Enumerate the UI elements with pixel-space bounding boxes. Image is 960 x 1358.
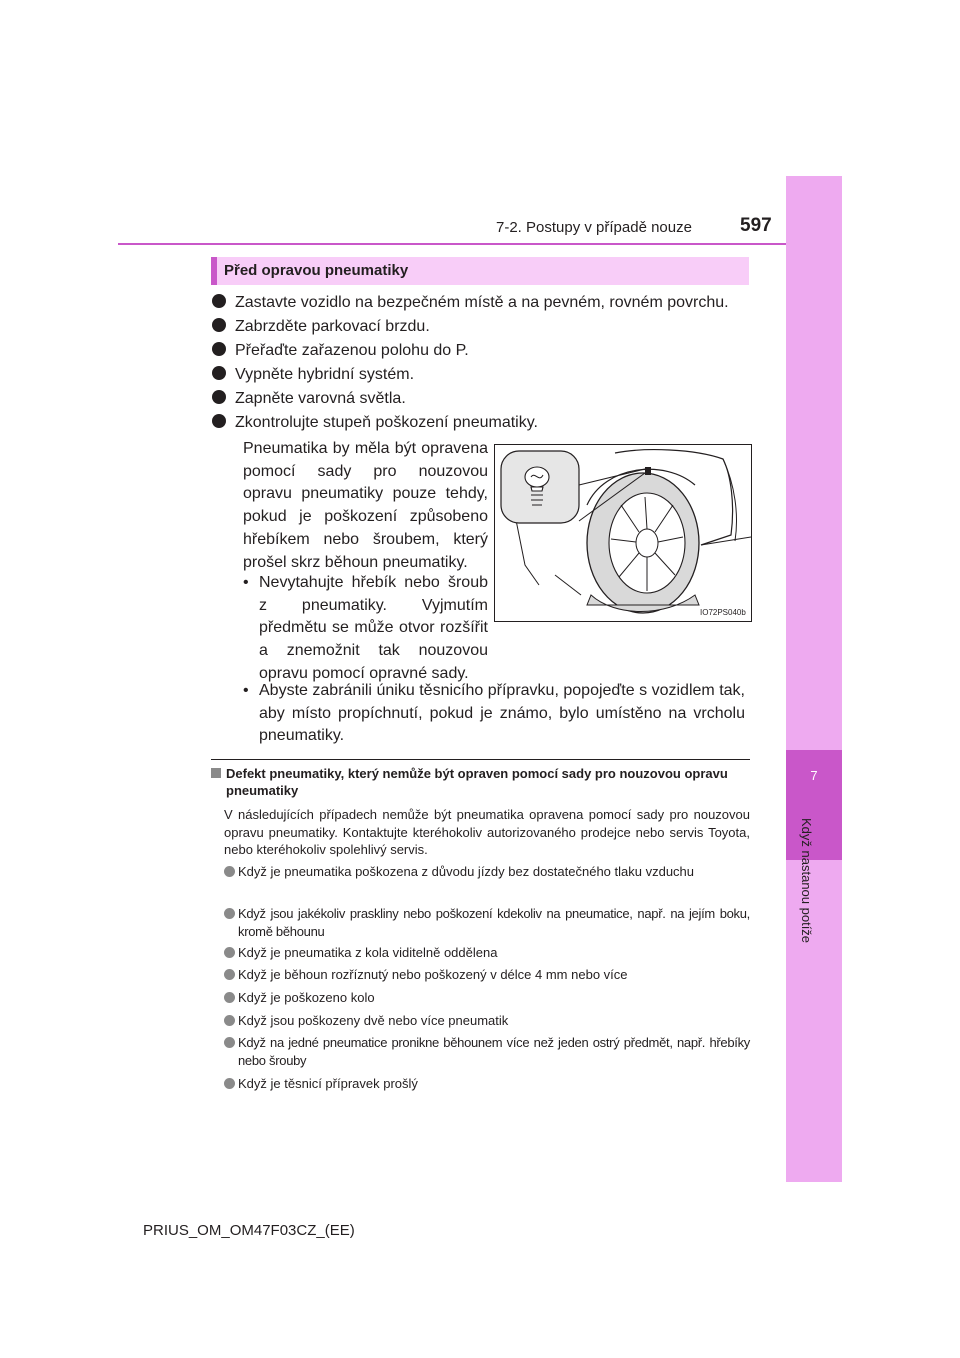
- bullet-icon: [224, 1015, 235, 1026]
- note-title: Defekt pneumatiky, který nemůže být opraven pomocí sady pro nouzovou opravu pneumatiky: [226, 766, 728, 798]
- chapter-number: 7: [810, 768, 818, 783]
- chapter-title: Když nastanou potíže: [799, 818, 814, 944]
- section-heading-bar: [211, 257, 217, 285]
- chapter-title-wrap: [800, 818, 830, 978]
- bullet-icon: [212, 366, 226, 380]
- step-item: Zastavte vozidlo na bezpečném místě a na pevném, rovném povrchu.: [212, 292, 729, 314]
- bullet-icon: [212, 294, 226, 308]
- figure-code: IO72PS040b: [700, 608, 746, 617]
- bullet-icon: [212, 342, 226, 356]
- step-item: Vypněte hybridní systém.: [212, 364, 414, 386]
- bullet-icon: [224, 992, 235, 1003]
- bullet-icon: [224, 969, 235, 980]
- sub-bullet-item: • Abyste zabránili úniku těsnicího přípravku, popojeďte s vozidlem tak, aby místo propíchnutí, pokud je známo, bylo umístěno na vrcholu pneumatiky.: [243, 682, 745, 745]
- step-item: Zkontrolujte stupeň poškození pneumatiky.: [212, 412, 538, 434]
- step-item: Zabrzděte parkovací brzdu.: [212, 316, 430, 338]
- bullet-icon: [224, 1037, 235, 1048]
- document-footer-code: PRIUS_OM_OM47F03CZ_(EE): [143, 1222, 355, 1239]
- note-intro: V následujících případech nemůže být pneumatika opravena pomocí sady pro nouzovou opravu pneumatiky. Kontaktujte kteréhokoliv autorizovaného prodejce nebo servis Toyota, nebo kteréhokoliv spolehlivý servis.: [224, 807, 750, 857]
- header-rule: [118, 243, 786, 245]
- bullet-icon: [224, 947, 235, 958]
- step-item: Přeřaďte zařazenou polohu do P.: [212, 340, 469, 362]
- page-number: 597: [740, 215, 772, 236]
- note-square-icon: [211, 768, 221, 778]
- bullet-icon: [224, 908, 235, 919]
- sub-bullet-item: • Nevytahujte hřebík nebo šroub z pneumatiky. Vyjmutím předmětu se může otvor rozšířit a znemožnit tak nouzovou opravu pomocí opravné sady.: [243, 574, 488, 682]
- header-section-title: 7-2. Postupy v případě nouze: [496, 219, 692, 236]
- step-item: Zapněte varovná světla.: [212, 388, 406, 410]
- section-heading: Před opravou pneumatiky: [224, 262, 409, 279]
- tire-puncture-figure: [494, 444, 752, 622]
- bullet-icon: [212, 318, 226, 332]
- bullet-icon: [212, 414, 226, 428]
- bullet-icon: [212, 390, 226, 404]
- bullet-icon: [224, 866, 235, 877]
- chapter-side-tab: [786, 176, 842, 1182]
- punctured-tire-icon: [495, 445, 751, 621]
- bullet-icon: [224, 1078, 235, 1089]
- section-divider: [211, 759, 750, 760]
- repair-condition-paragraph: Pneumatika by měla být opravena pomocí sady pro nouzovou opravu pneumatiky pouze tehdy, pokud je poškození způsobeno hřebíkem nebo šroubem, který prošel skrz běhoun pneumatiky.: [243, 440, 488, 571]
